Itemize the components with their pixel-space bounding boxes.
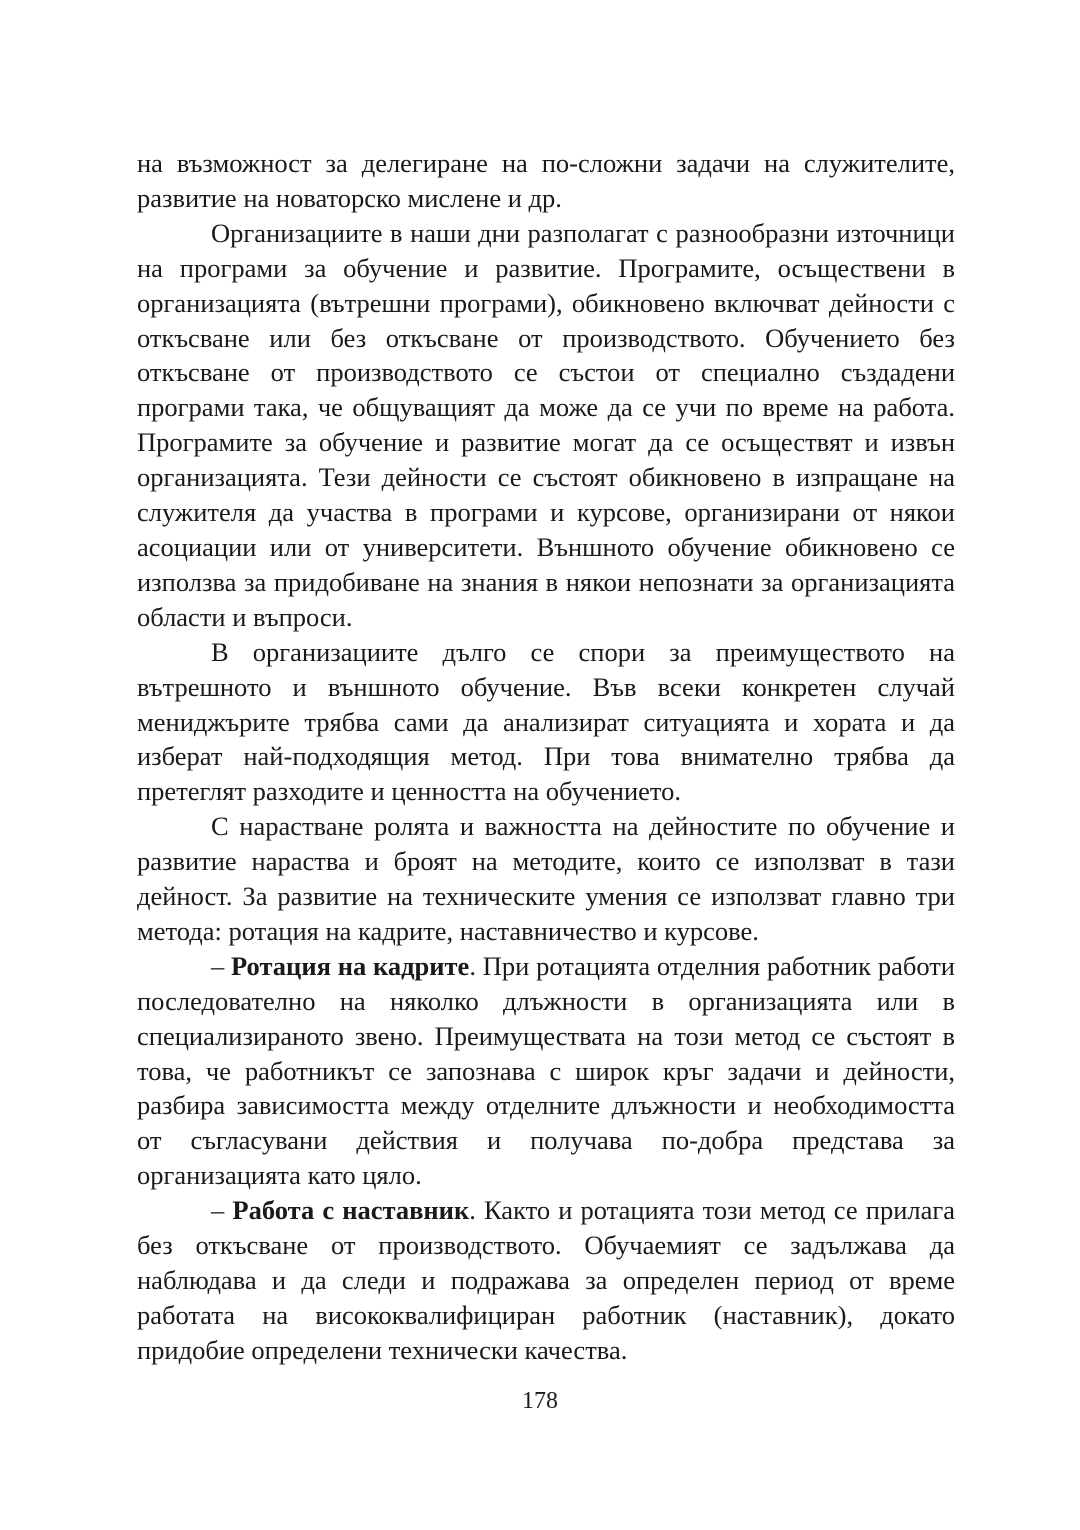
paragraph-methods-intro: С нарастване ролята и важността на дейностите по обучение и развитие нараства и броят на методите, които се използват в тази дейност. За развитие на техническите умения се използват главно три метода: ротация на кадрите, наставничество и курсове. xyxy=(137,811,955,946)
paragraph-text: . Както и ротацията този метод се прилага без откъсване от производството. Обучаемият се задължава да наблюдава и да следи и подражава за определен период от време работата на висококвалифициран работник (наставник), докато придобие определени технически качества. xyxy=(137,1195,955,1365)
term-job-rotation: Ротация на кадрите xyxy=(231,950,470,981)
term-mentoring: Работа с наставник xyxy=(232,1195,470,1226)
paragraph-text: . При ротацията отделния работник работи последователно на няколко длъжности в организацията или в специализираното звено. Преимуществата на този метод се състоят в това, че работникът се запознава с широк кръг задачи и дейности, разбира зависимостта между отделните длъжности и необходимостта от съгласувани действия и получава по-добра представа за организацията като цяло. xyxy=(137,950,955,1191)
paragraph-mentoring xyxy=(137,1193,955,1368)
paragraph-continuation: на възможност за делегиране на по-сложни задачи на служителите, развитие на новаторско мислене и др. xyxy=(137,148,955,213)
page-number: 178 xyxy=(522,1388,558,1414)
paragraph-job-rotation xyxy=(137,949,955,1193)
page-body xyxy=(137,146,955,1368)
dash-prefix: – xyxy=(211,950,232,981)
paragraph-internal-vs-external: В организациите дълго се спори за преимуществото на вътрешното и външното обучение. Във всеки конкретен случай мениджърите трябва сами да анализират ситуацията и хората и да изберат най-подходящия метод. При това внимателно трябва да претеглят разходите и ценността на обучението. xyxy=(137,636,955,807)
paragraph-training-sources: Организациите в наши дни разполагат с разнообразни източници на програми за обучение и развитие. Програмите, осъществени в организацията (вътрешни програми), обикновено включват дейности с откъсване или без откъсване от производството. Обучението без откъсване от производството се състои от специално създадени програми така, че общуващият да може да се учи по време на работа. Програмите за обучение и развитие могат да се осъществят и извън организацията. Тези дейности се състоят обикновено в изпращане на служителя да участва в програми и курсове, организирани от някои асоциации или от университети. Външното обучение обикновено се използва за придобиване на знания в някои непознати за организацията области и въпроси. xyxy=(137,217,955,632)
dash-prefix: – xyxy=(211,1195,233,1226)
